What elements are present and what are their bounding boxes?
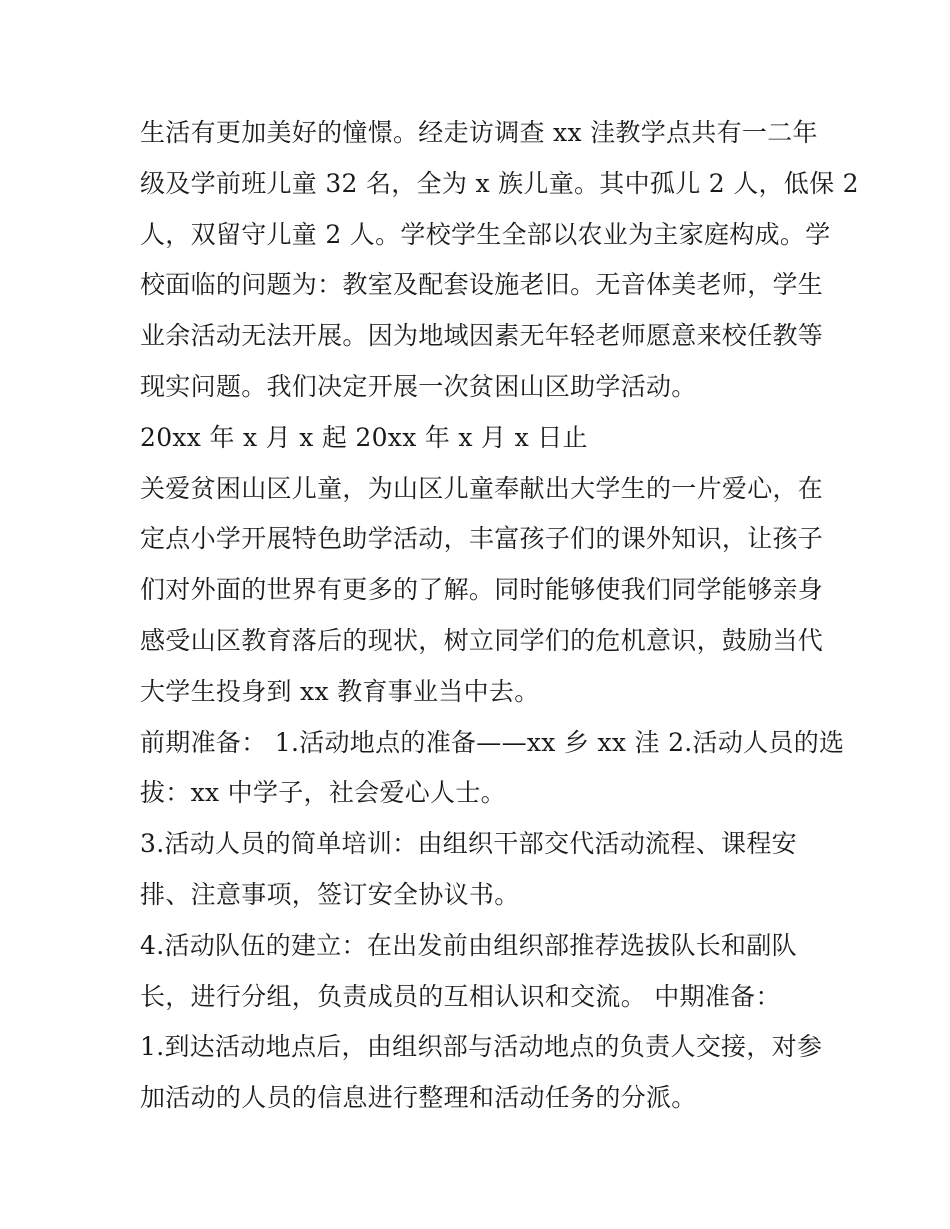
text-line: 前期准备： 1.活动地点的准备——xx 乡 xx 洼 2.活动人员的选: [140, 727, 845, 757]
text-line: 4.活动队伍的建立：在出发前由组织部推荐选拔队长和副队: [140, 930, 797, 960]
text-line: 排、注意事项，签订安全协议书。: [140, 879, 520, 909]
text-line: 校面临的问题为：教室及配套设施老旧。无音体美老师，学生: [140, 270, 824, 300]
text-line: 人，双留守儿童 2 人。学校学生全部以农业为主家庭构成。学: [140, 219, 831, 249]
text-line: 拔：xx 中学子，社会爱心人士。: [140, 778, 506, 808]
text-line: 业余活动无法开展。因为地域因素无年轻老师愿意来校任教等: [140, 321, 824, 351]
text-line: 现实问题。我们决定开展一次贫困山区助学活动。: [140, 371, 697, 401]
text-line: 级及学前班儿童 32 名，全为 x 族儿童。其中孤儿 2 人，低保 2: [140, 168, 859, 198]
text-line: 关爱贫困山区儿童，为山区儿童奉献出大学生的一片爱心，在: [140, 473, 824, 503]
text-line: 1.到达活动地点后，由组织部与活动地点的负责人交接，对参: [140, 1032, 823, 1062]
date-range-line: 20xx 年 x 月 x 起 20xx 年 x 月 x 日止: [140, 422, 588, 452]
text-line: 定点小学开展特色助学活动，丰富孩子们的课外知识，让孩子: [140, 524, 824, 554]
text-line: 感受山区教育落后的现状，树立同学们的危机意识，鼓励当代: [140, 625, 824, 655]
text-line: 加活动的人员的信息进行整理和活动任务的分派。: [140, 1083, 697, 1113]
text-line: 大学生投身到 xx 教育事业当中去。: [140, 676, 540, 706]
document-body: [140, 108, 859, 1124]
text-line: 长，进行分组，负责成员的互相认识和交流。 中期准备：: [140, 981, 781, 1011]
text-line: 们对外面的世界有更多的了解。同时能够使我们同学能够亲身: [140, 575, 824, 605]
text-line: 生活有更加美好的憧憬。经走访调查 xx 洼教学点共有一二年: [140, 118, 818, 147]
text-line: 3.活动人员的简单培训：由组织干部交代活动流程、课程安: [140, 829, 797, 859]
